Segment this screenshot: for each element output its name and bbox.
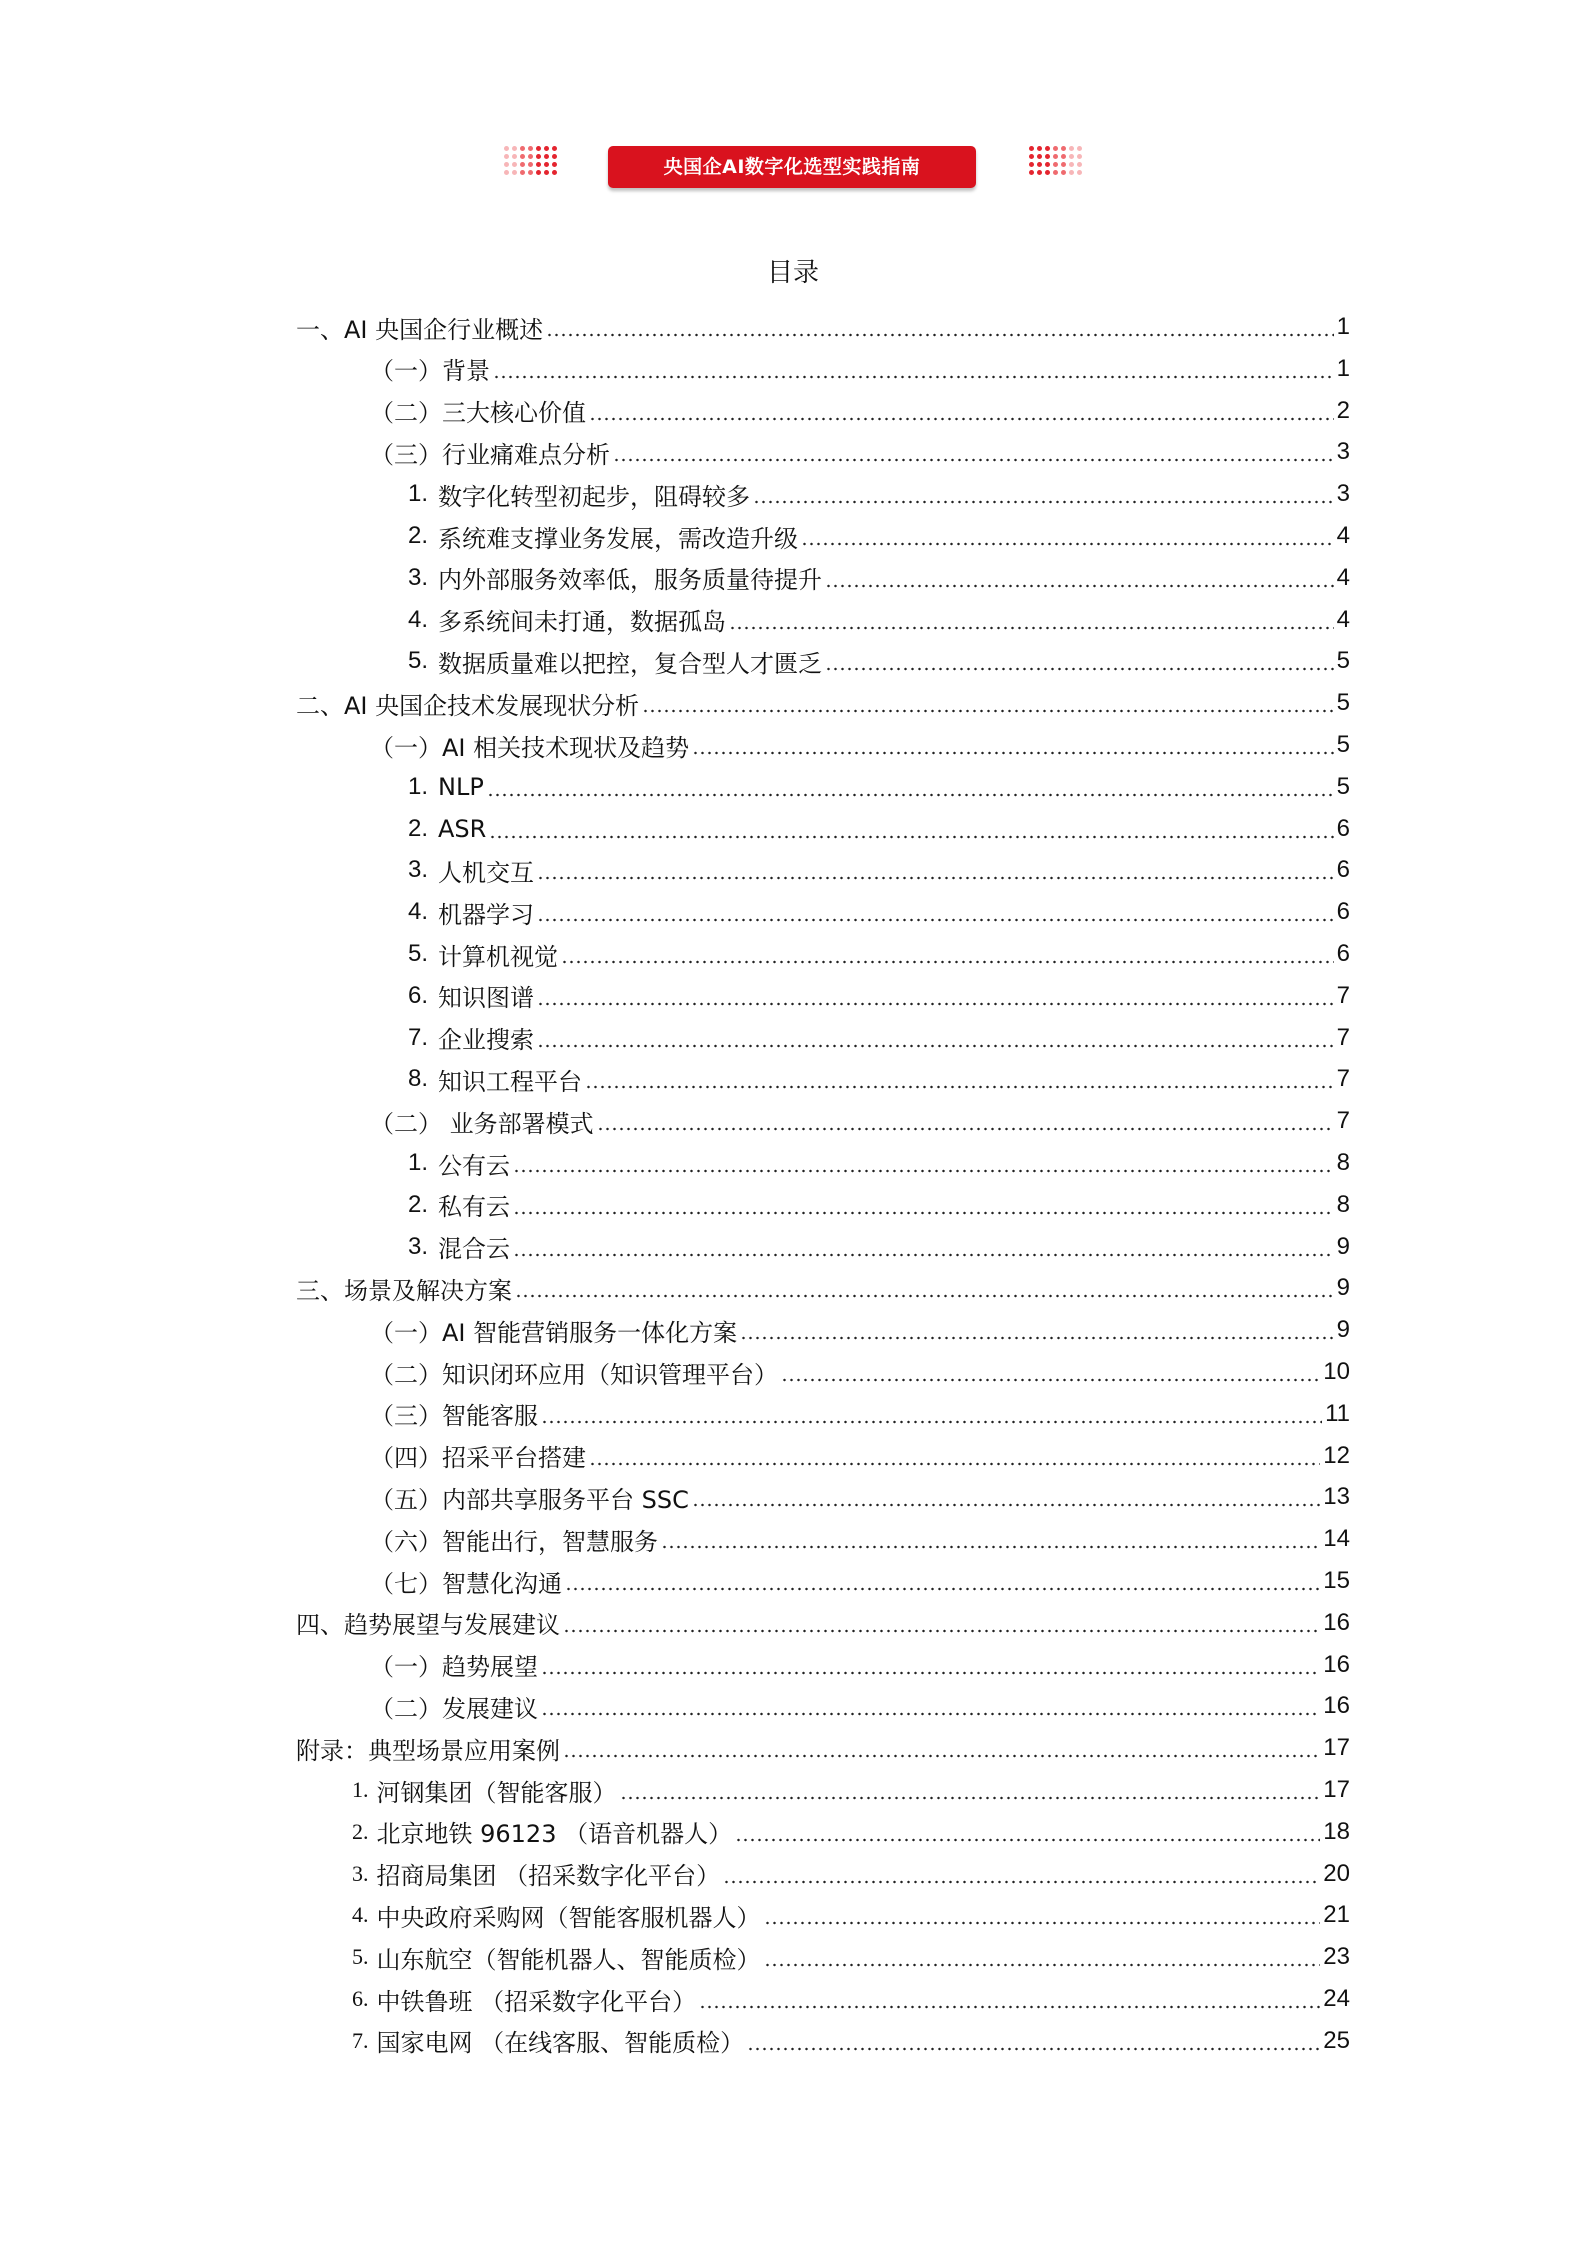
toc-page-number: 7 bbox=[1336, 981, 1350, 1009]
toc-page-number: 10 bbox=[1323, 1358, 1350, 1385]
toc-entry-title: （二）发展建议 bbox=[370, 1694, 538, 1723]
toc-entry-title: 国家电网 （在线客服、智能质检） bbox=[376, 2029, 745, 2058]
toc-entry-title: （七）智慧化沟通 bbox=[370, 1569, 562, 1598]
dot-leader bbox=[585, 1067, 1334, 1091]
toc-page-number: 16 bbox=[1323, 1608, 1350, 1636]
dot-leader bbox=[723, 1862, 1320, 1886]
dot-leader bbox=[692, 733, 1334, 757]
toc-page-number: 11 bbox=[1325, 1399, 1350, 1427]
toc-entry[interactable] bbox=[408, 515, 1350, 557]
dot-leader bbox=[825, 566, 1334, 590]
toc-entry-title: 山东航空（智能机器人、智能质检） bbox=[376, 1945, 761, 1974]
toc-entry[interactable] bbox=[352, 1978, 1350, 2020]
toc-page-number: 6 bbox=[1336, 940, 1350, 967]
dot-leader bbox=[692, 1485, 1320, 1509]
toc-entry-number: 4. bbox=[408, 898, 429, 926]
dot-leader bbox=[537, 858, 1334, 882]
toc-entry-number: 1. bbox=[352, 1777, 369, 1802]
toc-entry-number: 4. bbox=[352, 1902, 369, 1928]
dot-leader bbox=[597, 1109, 1334, 1133]
toc-page-number: 5 bbox=[1336, 647, 1350, 675]
dot-leader bbox=[537, 900, 1334, 924]
decorative-dots-left bbox=[504, 146, 558, 175]
dot-leader bbox=[541, 1402, 1322, 1426]
toc-entry[interactable] bbox=[370, 1393, 1350, 1435]
toc-entry[interactable] bbox=[370, 1560, 1350, 1602]
toc-entry-title: （六）智能出行，智慧服务 bbox=[370, 1527, 658, 1556]
toc-page-number: 7 bbox=[1336, 1023, 1350, 1051]
toc-page-number: 12 bbox=[1323, 1441, 1350, 1469]
toc-entry[interactable] bbox=[296, 306, 1350, 348]
dot-leader bbox=[764, 1945, 1321, 1969]
toc-entry-title: 混合云 bbox=[438, 1235, 511, 1264]
toc-entry-title: 一、AI 央国企行业概述 bbox=[296, 315, 544, 344]
toc-entry-title: 招商局集团 （招采数字化平台） bbox=[376, 1862, 721, 1891]
toc-entry[interactable] bbox=[408, 975, 1350, 1017]
toc-page-number: 3 bbox=[1336, 438, 1350, 466]
toc-page-number: 24 bbox=[1323, 1985, 1350, 2012]
dot-leader bbox=[747, 2029, 1320, 2053]
toc-entry-title: （二） 业务部署模式 bbox=[370, 1109, 594, 1138]
dot-leader bbox=[513, 1235, 1334, 1259]
toc-entry-title: （四）招采平台搭建 bbox=[370, 1444, 586, 1473]
toc-page-number: 6 bbox=[1336, 856, 1350, 884]
dot-leader bbox=[489, 817, 1333, 841]
toc-entry[interactable] bbox=[370, 1476, 1350, 1518]
toc-entry-title: 数字化转型初起步，阻碍较多 bbox=[438, 482, 751, 511]
toc-entry-number: 7. bbox=[352, 2027, 369, 2053]
toc-entry-title: （三）行业痛难点分析 bbox=[370, 440, 610, 469]
toc-page-number: 23 bbox=[1323, 1943, 1350, 1971]
toc-page-number: 15 bbox=[1323, 1567, 1350, 1594]
toc-entry[interactable] bbox=[296, 1727, 1350, 1769]
toc-entry[interactable] bbox=[370, 431, 1350, 473]
decorative-dots-right bbox=[1029, 146, 1083, 175]
dot-leader bbox=[513, 1151, 1334, 1175]
toc-page-number: 7 bbox=[1336, 1107, 1350, 1135]
toc-entry[interactable] bbox=[352, 1894, 1350, 1936]
toc-entry-number: 1. bbox=[408, 480, 429, 508]
toc-page-number: 20 bbox=[1323, 1859, 1350, 1887]
dot-leader bbox=[825, 649, 1334, 673]
toc-entry[interactable] bbox=[408, 933, 1350, 975]
toc-entry[interactable] bbox=[370, 724, 1350, 766]
toc-entry[interactable] bbox=[408, 849, 1350, 891]
dot-leader bbox=[541, 1653, 1320, 1677]
dot-leader bbox=[561, 942, 1334, 966]
toc-entry-number: 2. bbox=[408, 522, 429, 549]
toc-entry-title: 企业搜索 bbox=[438, 1026, 535, 1055]
toc-entry-title: （二）三大核心价值 bbox=[370, 399, 586, 428]
dot-leader bbox=[537, 1026, 1334, 1050]
toc-entry[interactable] bbox=[408, 640, 1350, 682]
dot-leader bbox=[563, 1736, 1320, 1760]
toc-entry-title: 知识图谱 bbox=[438, 984, 535, 1013]
dot-leader bbox=[735, 1820, 1320, 1844]
toc-entry[interactable] bbox=[370, 1518, 1350, 1560]
toc-entry[interactable] bbox=[370, 348, 1350, 390]
toc-entry[interactable] bbox=[408, 1226, 1350, 1268]
toc-page-number: 1 bbox=[1336, 313, 1350, 340]
toc-entry-title: 知识工程平台 bbox=[438, 1067, 583, 1096]
dot-leader bbox=[620, 1778, 1321, 1802]
toc-entry[interactable] bbox=[408, 557, 1350, 599]
dot-leader bbox=[541, 1694, 1320, 1718]
toc-page-number: 2 bbox=[1336, 396, 1350, 424]
dot-leader bbox=[563, 1611, 1320, 1635]
toc-entry[interactable] bbox=[408, 1184, 1350, 1226]
toc-entry[interactable] bbox=[370, 1309, 1350, 1351]
toc-entry[interactable] bbox=[408, 891, 1350, 933]
dot-leader bbox=[699, 1987, 1320, 2011]
toc-entry[interactable] bbox=[352, 1936, 1350, 1978]
dot-leader bbox=[661, 1527, 1320, 1551]
toc-page-number: 8 bbox=[1336, 1149, 1350, 1176]
toc-entry-title: 系统难支撑业务发展，需改造升级 bbox=[438, 524, 799, 553]
dot-leader bbox=[781, 1360, 1320, 1384]
toc-entry[interactable] bbox=[408, 473, 1350, 515]
toc-page-number: 16 bbox=[1323, 1650, 1350, 1678]
toc-entry-title: （一）趋势展望 bbox=[370, 1653, 538, 1682]
toc-page-number: 25 bbox=[1323, 2026, 1350, 2054]
toc-page-number: 4 bbox=[1336, 522, 1350, 549]
dot-leader bbox=[764, 1903, 1321, 1927]
toc-entry[interactable] bbox=[352, 1811, 1350, 1853]
toc-page-number: 9 bbox=[1336, 1274, 1350, 1302]
toc-page-number: 17 bbox=[1323, 1734, 1350, 1762]
toc-entry-number: 3. bbox=[352, 1860, 369, 1886]
toc-entry-number: 8. bbox=[408, 1065, 429, 1093]
dot-leader bbox=[487, 775, 1334, 799]
toc-page-number: 8 bbox=[1336, 1190, 1350, 1218]
dot-leader bbox=[753, 482, 1334, 506]
toc-page-number: 4 bbox=[1336, 563, 1350, 591]
toc-entry[interactable] bbox=[296, 1267, 1350, 1309]
toc-entry[interactable] bbox=[370, 1644, 1350, 1686]
dot-leader bbox=[513, 1193, 1334, 1217]
toc-entry-number: 2. bbox=[408, 814, 429, 842]
dot-leader bbox=[515, 1276, 1334, 1300]
toc-entry-title: 河钢集团（智能客服） bbox=[376, 1778, 617, 1807]
dot-leader bbox=[565, 1569, 1320, 1593]
toc-entry[interactable] bbox=[408, 808, 1350, 850]
toc-entry-title: 内外部服务效率低，服务质量待提升 bbox=[438, 566, 823, 595]
toc-page-number: 16 bbox=[1323, 1692, 1350, 1720]
toc-page-number: 14 bbox=[1323, 1525, 1350, 1553]
dot-leader bbox=[740, 1318, 1334, 1342]
toc-entry[interactable] bbox=[408, 1017, 1350, 1059]
dot-leader bbox=[493, 357, 1334, 381]
toc-page-number: 5 bbox=[1336, 731, 1350, 758]
toc-entry[interactable] bbox=[296, 1602, 1350, 1644]
toc-entry-number: 5. bbox=[408, 647, 429, 675]
toc-page-number: 7 bbox=[1336, 1065, 1350, 1093]
toc-entry-title: 中央政府采购网（智能客服机器人） bbox=[376, 1903, 761, 1932]
toc-heading: 目录 bbox=[766, 258, 819, 288]
toc-entry-title: （一）AI 智能营销服务一体化方案 bbox=[370, 1318, 738, 1347]
toc-entry[interactable] bbox=[352, 1853, 1350, 1895]
toc-page-number: 21 bbox=[1323, 1901, 1350, 1929]
toc-entry-number: 5. bbox=[352, 1944, 369, 1970]
toc-entry-number: 2. bbox=[408, 1190, 429, 1218]
toc-entry-title: 中铁鲁班 （招采数字化平台） bbox=[376, 1987, 697, 2016]
toc-entry[interactable] bbox=[370, 1100, 1350, 1142]
toc-page-number: 1 bbox=[1336, 354, 1350, 382]
toc-entry[interactable] bbox=[370, 1351, 1350, 1393]
dot-leader bbox=[642, 691, 1334, 715]
toc-page-number: 6 bbox=[1336, 898, 1350, 926]
toc-entry-title: （五）内部共享服务平台 SSC bbox=[370, 1485, 689, 1514]
document-title-banner: 央国企AI数字化选型实践指南 bbox=[608, 146, 976, 188]
toc-entry[interactable] bbox=[370, 1435, 1350, 1477]
dot-leader bbox=[589, 1444, 1320, 1468]
toc-page-number: 9 bbox=[1336, 1232, 1350, 1260]
toc-page-number: 3 bbox=[1336, 480, 1350, 508]
toc-page-number: 5 bbox=[1336, 689, 1350, 717]
toc-entry-number: 6. bbox=[408, 981, 429, 1009]
toc-entry-title: 私有云 bbox=[438, 1193, 511, 1222]
toc-entry[interactable] bbox=[296, 682, 1350, 724]
toc-entry[interactable] bbox=[408, 599, 1350, 641]
toc-entry-number: 5. bbox=[408, 940, 429, 967]
toc-page-number: 4 bbox=[1336, 605, 1350, 633]
toc-entry-number: 3. bbox=[408, 856, 429, 884]
toc-entry[interactable] bbox=[352, 1769, 1350, 1811]
toc-entry[interactable] bbox=[408, 1142, 1350, 1184]
toc-entry-number: 6. bbox=[352, 1986, 369, 2011]
toc-entry-title: 四、趋势展望与发展建议 bbox=[296, 1611, 560, 1640]
toc-entry-title: 公有云 bbox=[438, 1151, 511, 1180]
toc-entry-title: 多系统间未打通，数据孤岛 bbox=[438, 608, 727, 637]
toc-entry-title: 三、场景及解决方案 bbox=[296, 1276, 512, 1305]
toc-page-number: 13 bbox=[1323, 1483, 1350, 1511]
toc-entry-title: 北京地铁 96123 （语音机器人） bbox=[376, 1820, 733, 1849]
toc-entry-title: （一）背景 bbox=[370, 357, 490, 386]
toc-entry-title: （一）AI 相关技术现状及趋势 bbox=[370, 733, 690, 762]
toc-entry-title: 机器学习 bbox=[438, 900, 535, 929]
toc-entry[interactable] bbox=[370, 1685, 1350, 1727]
toc-entry[interactable] bbox=[408, 766, 1350, 808]
toc-entry-number: 1. bbox=[408, 772, 429, 800]
toc-entry-title: （二）知识闭环应用（知识管理平台） bbox=[370, 1360, 778, 1389]
toc-entry-title: 数据质量难以把控，复合型人才匮乏 bbox=[438, 649, 823, 678]
toc-page-number: 6 bbox=[1336, 814, 1350, 842]
toc-entry-number: 3. bbox=[408, 1232, 429, 1260]
toc-entry[interactable] bbox=[370, 390, 1350, 432]
toc-entry-title: （三）智能客服 bbox=[370, 1402, 538, 1431]
toc-page-number: 5 bbox=[1336, 772, 1350, 800]
toc-entry[interactable] bbox=[352, 2020, 1350, 2062]
toc-entry-number: 3. bbox=[408, 563, 429, 591]
toc-entry-number: 7. bbox=[408, 1023, 429, 1051]
dot-leader bbox=[546, 315, 1334, 339]
toc-entry-number: 1. bbox=[408, 1149, 429, 1176]
toc-entry-title: ASR bbox=[438, 814, 487, 843]
dot-leader bbox=[729, 608, 1334, 632]
toc-entry-number: 2. bbox=[352, 1818, 369, 1844]
toc-page-number: 9 bbox=[1336, 1316, 1350, 1344]
toc-page-number: 17 bbox=[1323, 1776, 1350, 1803]
dot-leader bbox=[537, 984, 1334, 1008]
dot-leader bbox=[589, 399, 1334, 423]
toc-entry-title: 人机交互 bbox=[438, 858, 535, 887]
dot-leader bbox=[801, 524, 1334, 548]
toc-page-number: 18 bbox=[1323, 1817, 1350, 1845]
dot-leader bbox=[613, 440, 1334, 464]
toc-entry-title: 计算机视觉 bbox=[438, 942, 559, 971]
toc-entry-title: NLP bbox=[438, 772, 484, 801]
toc-entry-number: 4. bbox=[408, 605, 429, 633]
page-header bbox=[0, 146, 1586, 198]
toc-entry-title: 附录：典型场景应用案例 bbox=[296, 1736, 560, 1765]
toc-entry[interactable] bbox=[408, 1058, 1350, 1100]
toc-entry-title: 二、AI 央国企技术发展现状分析 bbox=[296, 691, 640, 720]
